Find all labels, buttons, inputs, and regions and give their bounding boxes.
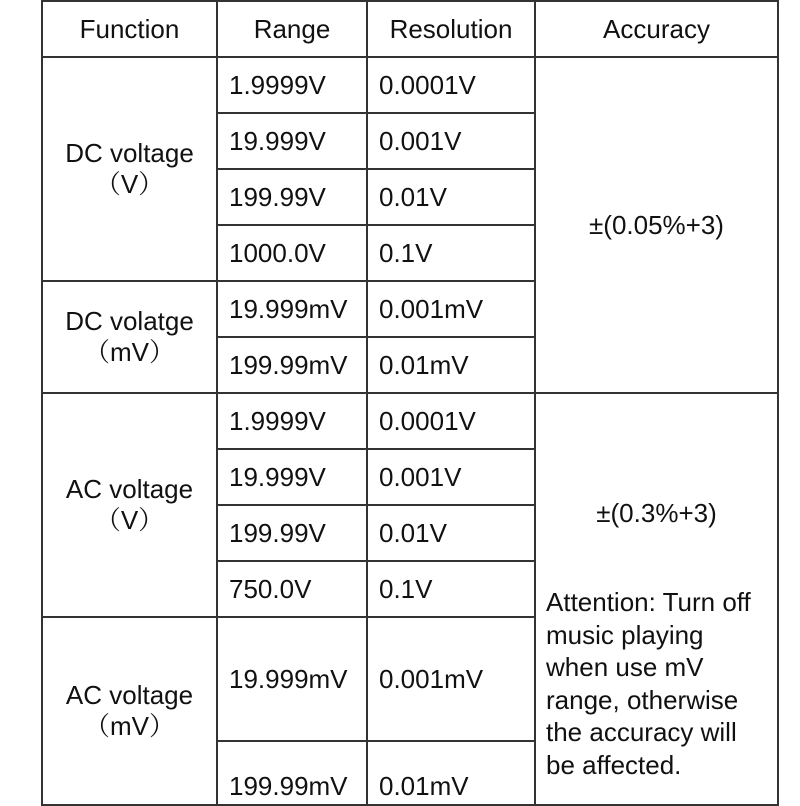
header-row	[42, 1, 778, 57]
resolution-cell: 0.01mV	[367, 337, 535, 393]
range-cell: 750.0V	[217, 561, 367, 617]
resolution-cell: 0.01mV	[367, 741, 535, 805]
function-unit: （V）	[94, 169, 165, 199]
range-cell: 1.9999V	[217, 57, 367, 113]
resolution-cell: 0.1V	[367, 561, 535, 617]
range-cell: 19.999V	[217, 449, 367, 505]
resolution-cell: 0.01V	[367, 169, 535, 225]
attention-note: Attention: Turn off music playing when use mV range, otherwise the accuracy will be affected.	[546, 587, 751, 780]
function-unit: （mV）	[83, 337, 175, 367]
resolution-cell: 0.0001V	[367, 393, 535, 449]
resolution-cell: 0.01V	[367, 505, 535, 561]
resolution-cell: 0.1V	[367, 225, 535, 281]
function-unit: （mV）	[83, 711, 175, 741]
header-resolution: Resolution	[367, 1, 535, 57]
resolution-cell: 0.001mV	[367, 617, 535, 741]
range-cell: 19.999V	[217, 113, 367, 169]
range-cell: 199.99V	[217, 505, 367, 561]
function-label: AC voltage	[65, 680, 194, 711]
range-cell: 19.999mV	[217, 281, 367, 337]
function-dc-voltage-v	[42, 57, 217, 281]
resolution-cell: 0.0001V	[367, 57, 535, 113]
range-cell: 199.99mV	[217, 741, 367, 805]
header-function: Function	[42, 1, 217, 57]
resolution-cell: 0.001V	[367, 449, 535, 505]
resolution-cell: 0.001mV	[367, 281, 535, 337]
range-cell: 19.999mV	[217, 617, 367, 741]
function-ac-voltage-v	[42, 393, 217, 617]
table-row	[42, 393, 778, 449]
function-label: DC voltage	[65, 138, 194, 169]
range-cell: 199.99V	[217, 169, 367, 225]
function-label: AC voltage	[65, 474, 194, 505]
accuracy-dc: ±(0.05%+3)	[535, 57, 778, 393]
function-ac-voltage-mv	[42, 617, 217, 805]
function-dc-voltage-mv	[42, 281, 217, 393]
table-row	[42, 57, 778, 113]
resolution-cell: 0.001V	[367, 113, 535, 169]
function-label: DC volatge	[65, 306, 194, 337]
specification-table	[41, 0, 779, 806]
range-cell: 1.9999V	[217, 393, 367, 449]
accuracy-ac-cell	[535, 393, 778, 805]
range-cell: 1000.0V	[217, 225, 367, 281]
function-unit: （V）	[94, 505, 165, 535]
range-cell: 199.99mV	[217, 337, 367, 393]
header-accuracy: Accuracy	[535, 1, 778, 57]
header-range: Range	[217, 1, 367, 57]
accuracy-ac: ±(0.3%+3)	[596, 498, 717, 528]
